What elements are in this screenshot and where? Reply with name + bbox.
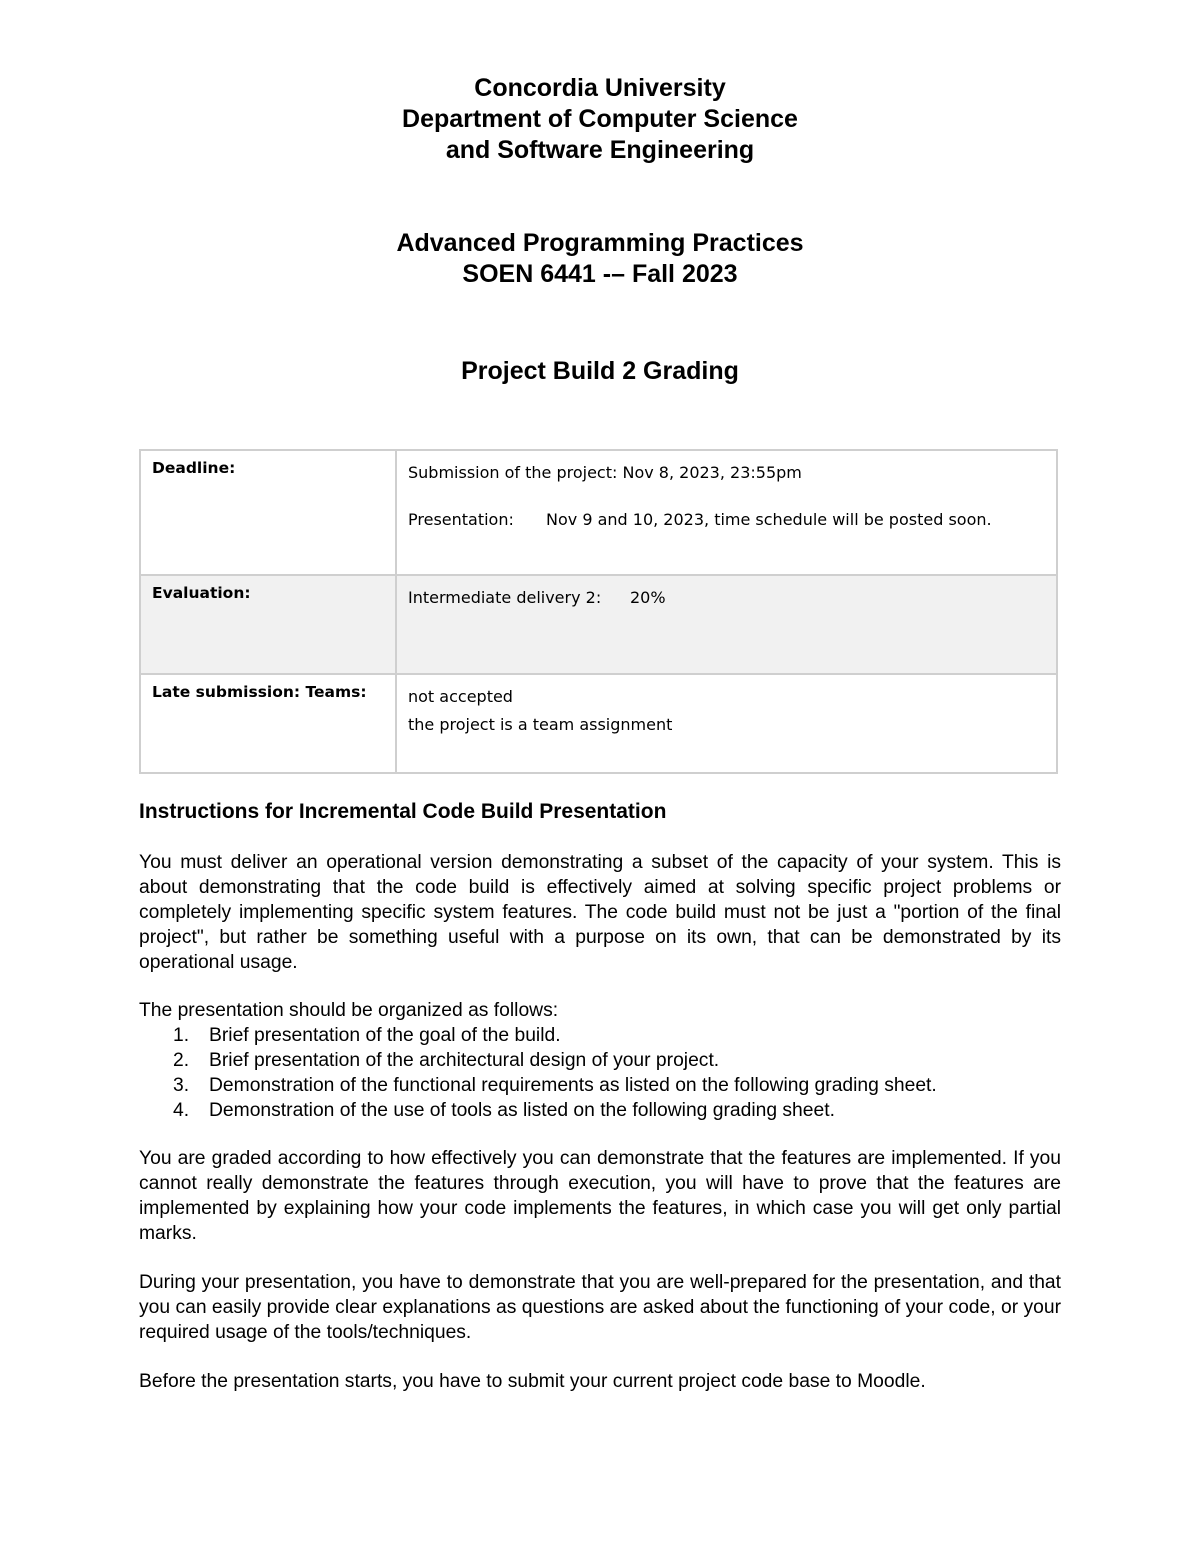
paragraph-deliverable: You must deliver an operational version demonstrating a subset of the capacity of your system. This is about demonstrating that the code build is effectively aimed at solving specific project problems or completely implementing specific system features. The code build must not be just a "portion of the final project", but rather be something useful with a purpose on its own, that can be demonstrated by its operational usage. [139, 852, 1061, 973]
deadline-value-cell [396, 450, 1057, 575]
presentation-value: Nov 9 and 10, 2023, time schedule will be posted soon. [546, 510, 992, 529]
instructions-title: Instructions for Incremental Code Build Presentation [139, 800, 667, 823]
paragraph-submission: Before the presentation starts, you have to submit your current project code base to Moodle. [139, 1371, 926, 1392]
doc-title: Project Build 2 Grading [461, 357, 739, 385]
late-submission-value-cell [396, 674, 1057, 773]
steps-list [139, 1023, 1061, 1123]
presentation-label: Presentation: [408, 510, 514, 529]
course-title: Advanced Programming Practices [396, 229, 804, 257]
university-name: Concordia University [474, 74, 726, 102]
deadline-presentation [408, 506, 1046, 534]
list-item: 2. Brief presentation of the architectural design of your project. [173, 1050, 720, 1071]
list-item: 4. Demonstration of the use of tools as listed on the following grading sheet. [173, 1100, 835, 1121]
presentation-organization [139, 998, 1061, 1123]
list-item: 3. Demonstration of the functional requirements as listed on the following grading sheet. [173, 1075, 937, 1096]
evaluation-value-cell [396, 575, 1057, 674]
paragraph-presentation: During your presentation, you have to demonstrate that you are well-prepared for the presentation, and that you can easily provide clear explanations as questions are asked about the functioning of your code, or your required usage of the tools/techniques. [139, 1272, 1061, 1343]
document-title [0, 356, 1200, 387]
late-submission-row [140, 674, 1057, 773]
course-header [0, 228, 1200, 290]
university-header [0, 73, 1200, 166]
deadline-row [140, 450, 1057, 575]
department-name: Department of Computer Science [402, 105, 798, 133]
deadline-label: Deadline: [140, 450, 396, 575]
late-submission-value: not accepted [408, 687, 513, 706]
course-code: SOEN 6441 -– Fall 2023 [462, 260, 738, 288]
list-item: 1. Brief presentation of the goal of the build. [173, 1025, 561, 1046]
evaluation-row [140, 575, 1057, 674]
evaluation-label: Evaluation: [140, 575, 396, 674]
organization-intro: The presentation should be organized as follows: [139, 1000, 559, 1021]
paragraph-grading: You are graded according to how effectively you can demonstrate that the features are implemented. If you cannot really demonstrate the features through execution, you will have to prove that the features are implemented by explaining how your code implements the features, in which case you will get only partial marks. [139, 1148, 1061, 1244]
evaluation-item: Intermediate delivery 2: [408, 588, 602, 607]
late-submission-label: Late submission: Teams: [140, 674, 396, 773]
info-table [139, 449, 1058, 774]
deadline-submission: Submission of the project: Nov 8, 2023, 23:55pm [408, 463, 802, 482]
evaluation-percent: 20% [630, 588, 666, 607]
department-name-line2: and Software Engineering [445, 136, 755, 164]
teams-value: the project is a team assignment [408, 715, 673, 734]
